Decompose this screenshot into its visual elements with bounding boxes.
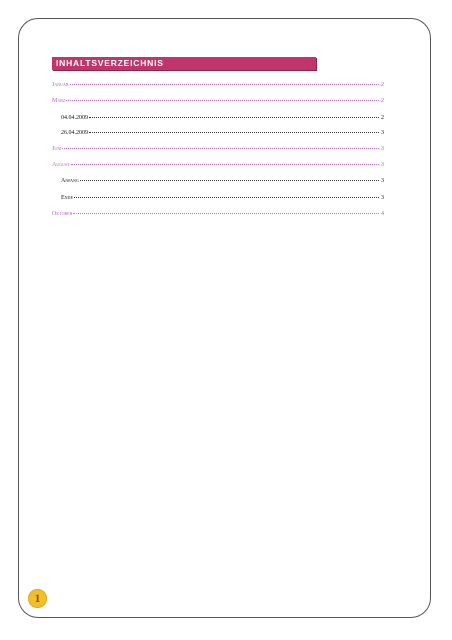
toc-entry-page: 4 [381,211,384,217]
toc-entry-anfang[interactable] [61,176,384,185]
toc-entry-page: 3 [381,130,384,136]
toc-entry-maerz[interactable] [52,96,384,105]
toc-leader-dots [89,112,379,118]
toc-leader-dots [74,192,379,198]
toc-entry-juni[interactable] [52,144,384,153]
toc-entry-oktober[interactable] [52,209,384,218]
toc-entry-page: 2 [381,115,384,121]
toc-leader-dots [73,208,379,214]
toc-entry-label: März [52,98,66,104]
toc-entry-label: 26.04.2009 [61,130,88,136]
toc-entry-label: Januar [52,82,69,88]
toc-entry-ende[interactable] [61,193,384,202]
toc-entry-page: 3 [381,195,384,201]
toc-entry-august[interactable] [52,160,384,169]
toc-entry-04-04-2009[interactable] [61,113,384,122]
page-number-badge [28,589,47,608]
toc-leader-dots [89,127,379,133]
toc-leader-dots [70,79,379,85]
toc-leader-dots [66,95,379,101]
toc-entry-label: Juni [52,146,62,152]
toc-heading: INHALTSVERZEICHNIS [56,58,164,68]
toc-list [52,0,384,640]
toc-entry-page: 2 [381,98,384,104]
toc-entry-page: 3 [381,146,384,152]
toc-entry-page: 3 [381,162,384,168]
toc-leader-dots [71,159,379,165]
toc-entry-januar[interactable] [52,80,384,89]
toc-entry-label: Ende [61,195,73,201]
toc-entry-label: 04.04.2009 [61,115,88,121]
toc-entry-26-04-2009[interactable] [61,128,384,137]
toc-leader-dots [62,143,379,149]
page-number: 1 [34,591,41,605]
toc-leader-dots [80,175,379,181]
toc-entry-label: Anfang [61,178,79,184]
toc-entry-label: August [52,162,70,168]
toc-entry-page: 2 [381,82,384,88]
toc-entry-label: Oktober [52,211,73,217]
toc-entry-page: 3 [381,178,384,184]
